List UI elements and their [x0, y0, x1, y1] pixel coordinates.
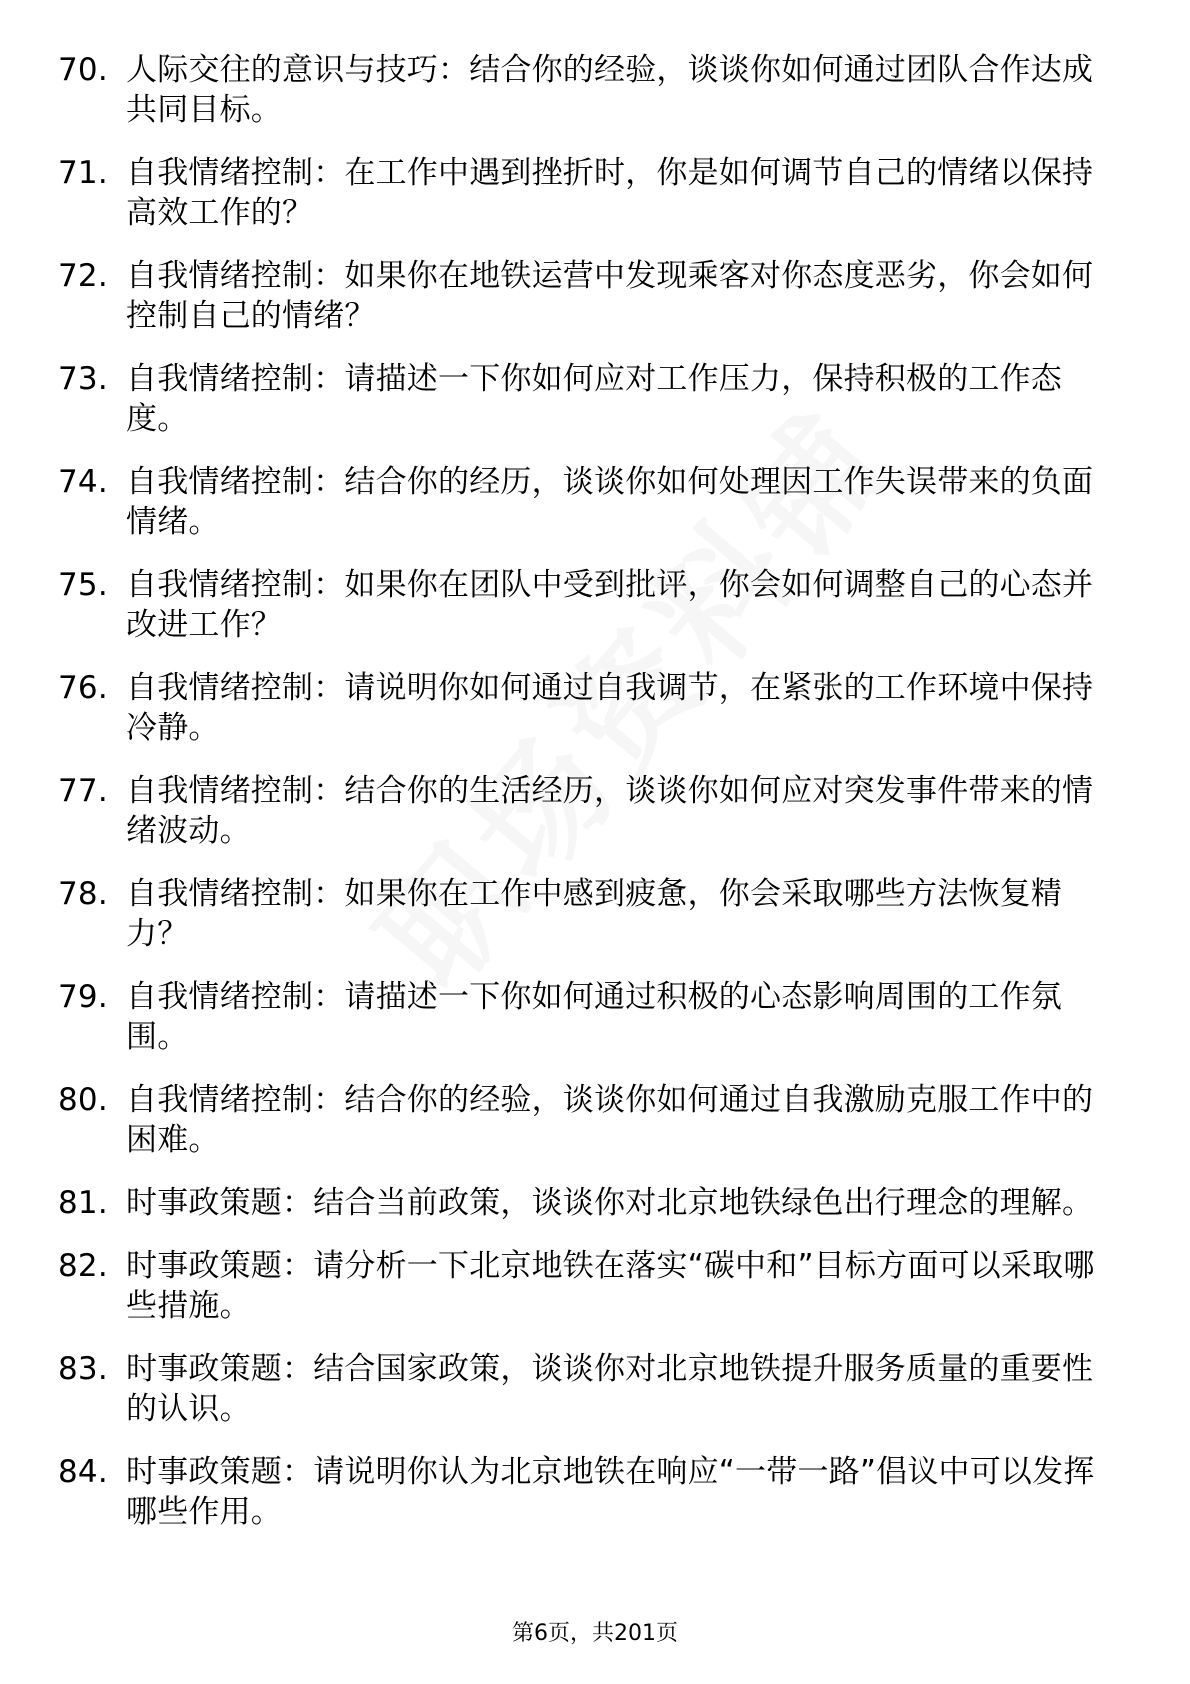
question-number: 78. — [58, 876, 108, 912]
question-text: 自我情绪控制：在工作中遇到挫折时，你是如何调节自己的情绪以保持高效工作的？ — [126, 155, 1094, 231]
question-number: 72. — [58, 258, 108, 294]
question-text: 时事政策题：结合当前政策，谈谈你对北京地铁绿色出行理念的理解。 — [126, 1185, 1094, 1221]
question-item — [58, 256, 1118, 336]
question-text: 自我情绪控制：结合你的生活经历，谈谈你如何应对突发事件带来的情绪波动。 — [126, 773, 1094, 849]
question-text: 自我情绪控制：如果你在地铁运营中发现乘客对你态度恶劣，你会如何控制自己的情绪？ — [126, 258, 1094, 334]
question-text: 自我情绪控制：请说明你如何通过自我调节，在紧张的工作环境中保持冷静。 — [126, 670, 1094, 746]
question-number: 75. — [58, 567, 108, 603]
question-item — [58, 771, 1118, 851]
question-item — [58, 462, 1118, 542]
question-item — [58, 668, 1118, 748]
question-number: 70. — [58, 52, 108, 88]
question-item — [58, 1246, 1118, 1326]
question-number: 71. — [58, 155, 108, 191]
question-text: 自我情绪控制：结合你的经验，谈谈你如何通过自我激励克服工作中的困难。 — [126, 1082, 1094, 1158]
question-list — [58, 50, 1118, 1555]
question-number: 81. — [58, 1185, 108, 1221]
question-text: 时事政策题：请分析一下北京地铁在落实“碳中和”目标方面可以采取哪些措施。 — [126, 1248, 1095, 1324]
question-item — [58, 359, 1118, 439]
question-number: 76. — [58, 670, 108, 706]
question-number: 83. — [58, 1351, 108, 1387]
question-number: 82. — [58, 1248, 108, 1284]
question-item — [58, 153, 1118, 233]
page-footer — [0, 1619, 1190, 1649]
question-item — [58, 977, 1118, 1057]
question-item — [58, 50, 1118, 130]
question-text: 自我情绪控制：请描述一下你如何应对工作压力，保持积极的工作态度。 — [126, 361, 1062, 437]
question-text: 人际交往的意识与技巧：结合你的经验，谈谈你如何通过团队合作达成共同目标。 — [126, 52, 1094, 128]
question-text: 自我情绪控制：请描述一下你如何通过积极的心态影响周围的工作氛围。 — [126, 979, 1062, 1055]
question-item — [58, 874, 1118, 954]
question-text: 自我情绪控制：如果你在工作中感到疲惫，你会采取哪些方法恢复精力？ — [126, 876, 1062, 952]
question-item — [58, 1349, 1118, 1429]
question-text: 自我情绪控制：结合你的经历，谈谈你如何处理因工作失误带来的负面情绪。 — [126, 464, 1094, 540]
question-text: 自我情绪控制：如果你在团队中受到批评，你会如何调整自己的心态并改进工作？ — [126, 567, 1094, 643]
question-item — [58, 1080, 1118, 1160]
question-text: 时事政策题：请说明你认为北京地铁在响应“一带一路”倡议中可以发挥哪些作用。 — [126, 1454, 1095, 1530]
question-item — [58, 1183, 1118, 1223]
question-number: 80. — [58, 1082, 108, 1118]
question-number: 79. — [58, 979, 108, 1015]
question-number: 77. — [58, 773, 108, 809]
question-number: 74. — [58, 464, 108, 500]
page-number-label: 第6页，共201页 — [512, 1621, 678, 1646]
question-text: 时事政策题：结合国家政策，谈谈你对北京地铁提升服务质量的重要性的认识。 — [126, 1351, 1094, 1427]
question-item — [58, 1452, 1118, 1532]
question-number: 84. — [58, 1454, 108, 1490]
question-number: 73. — [58, 361, 108, 397]
question-item — [58, 565, 1118, 645]
